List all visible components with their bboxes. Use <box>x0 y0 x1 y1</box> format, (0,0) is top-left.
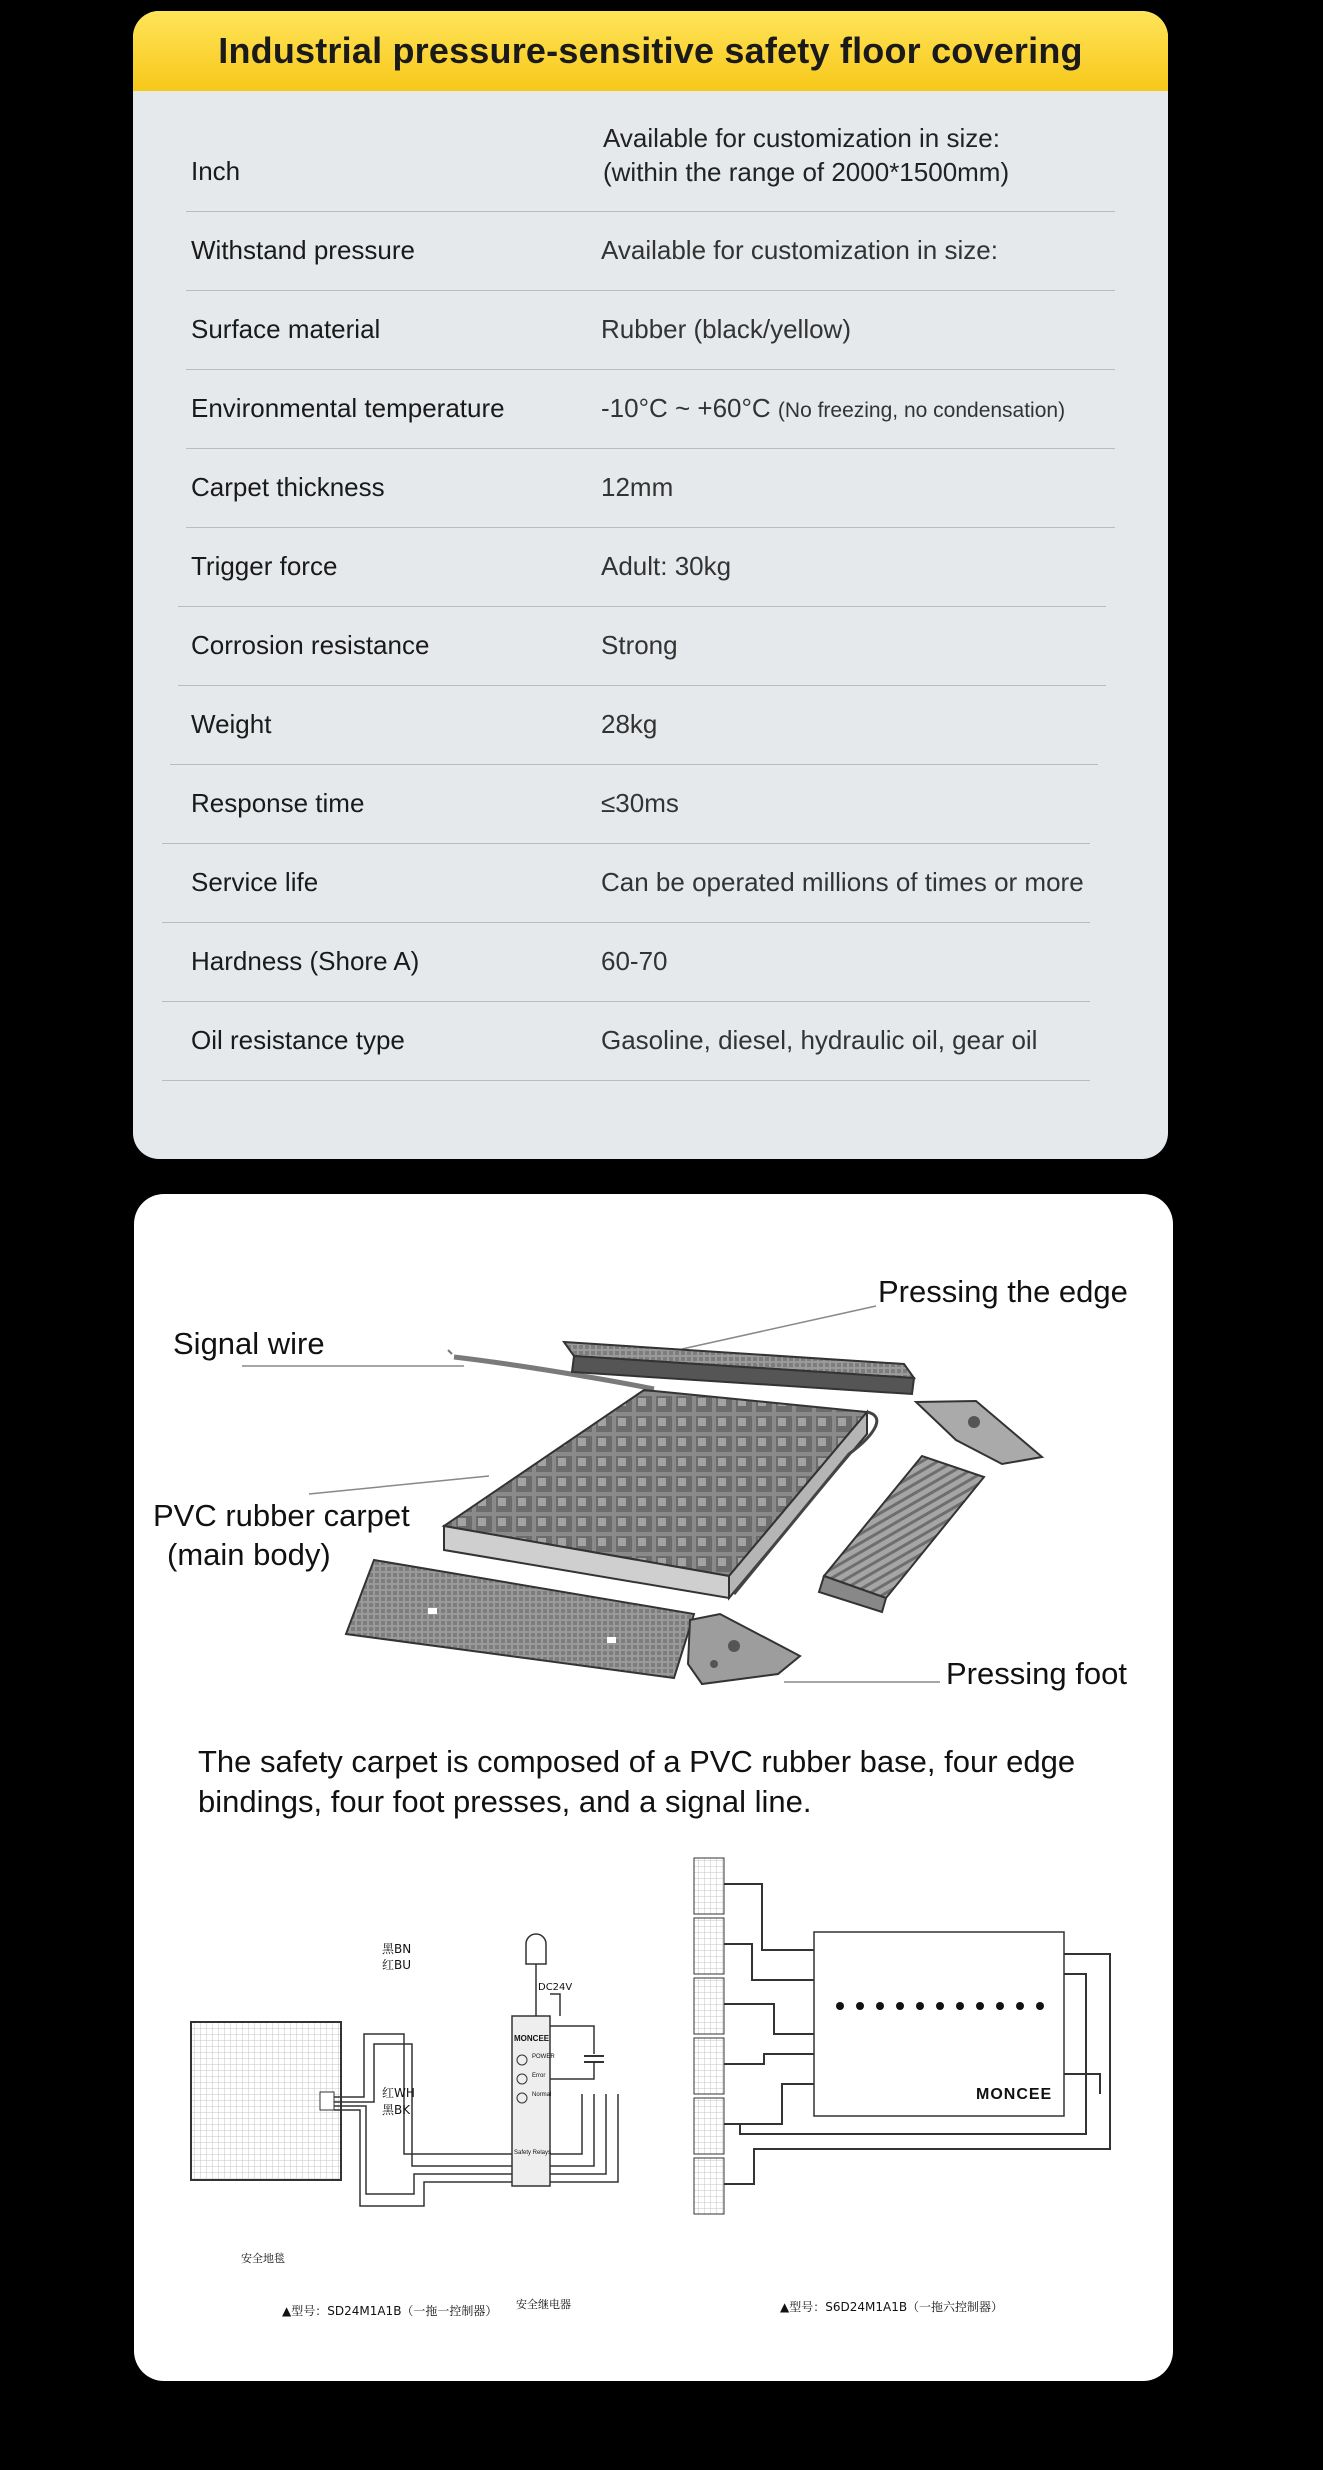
wire-label-bk: 黑BK <box>382 2103 411 2117</box>
signal-wire-end <box>448 1350 452 1354</box>
row-divider <box>186 527 1115 528</box>
foot-hole <box>710 1660 718 1668</box>
mat-outline <box>191 2022 341 2180</box>
row-value: Gasoline, diesel, hydraulic oil, gear oil <box>601 1025 1038 1055</box>
row-label: Hardness (Shore A) <box>191 946 420 976</box>
spec-card <box>133 11 1168 1159</box>
mat-segment <box>694 2038 724 2094</box>
row-divider <box>162 1001 1090 1002</box>
wire-label-bu: 红BU <box>382 1958 412 1972</box>
callout-carpet-line2: (main body) <box>167 1537 331 1572</box>
callout-foot: Pressing foot <box>946 1656 1127 1691</box>
row-value-2: (within the range of 2000*1500mm) <box>603 157 1010 187</box>
row-divider <box>178 685 1106 686</box>
foot-hole <box>728 1640 740 1652</box>
row-label: Inch <box>191 156 241 186</box>
row-value: Rubber (black/yellow) <box>601 314 851 344</box>
row-label: Withstand pressure <box>191 235 415 265</box>
relay-power-label: POWER <box>532 2054 555 2060</box>
row-divider <box>162 843 1090 844</box>
relay-normal-label: Normal <box>532 2092 552 2098</box>
corner-hole <box>968 1416 980 1428</box>
wire <box>724 2054 814 2064</box>
spec-header <box>133 11 1168 91</box>
wire <box>550 2062 594 2079</box>
row-divider <box>186 448 1115 449</box>
foot-piece <box>688 1614 800 1684</box>
row-value: Adult: 30kg <box>601 551 732 581</box>
row-label: Surface material <box>191 314 381 344</box>
mat-segment <box>694 1858 724 1914</box>
wire <box>334 2094 618 2206</box>
row-value: Can be operated millions of times or more <box>601 867 1084 897</box>
relay-error-label: Error <box>532 2073 546 2079</box>
wire <box>550 2026 594 2054</box>
relay-type-label: Safety Relays <box>514 2150 552 2156</box>
mat-connector <box>320 2092 334 2110</box>
controller-brand: MONCEE <box>976 2086 1053 2103</box>
corner-piece-top <box>916 1401 1042 1464</box>
wire <box>1064 2074 1100 2094</box>
wire <box>724 2004 814 2034</box>
components-caption: The safety carpet is composed of a PVC rubber base, four edge bindings, four foot presses, and a signal line. <box>198 1744 1076 1819</box>
row-label: Trigger force <box>191 551 338 581</box>
row-label: Weight <box>191 709 272 739</box>
row-value: 12mm <box>601 472 674 502</box>
row-label: Service life <box>191 867 319 897</box>
wiring-diagram-right <box>694 1858 1110 2214</box>
mat-segment <box>694 2158 724 2214</box>
spec-title: Industrial pressure-sensitive safety floor covering <box>218 30 1083 71</box>
row-value: 28kg <box>601 709 658 739</box>
row-divider <box>170 764 1098 765</box>
ramp-mark <box>607 1637 616 1643</box>
components-card <box>134 1194 1173 2381</box>
edge-leader <box>682 1306 876 1349</box>
row-label: Response time <box>191 788 365 818</box>
row-label: Corrosion resistance <box>191 630 430 660</box>
wire <box>550 1994 560 2016</box>
callout-carpet-line1: PVC rubber carpet <box>153 1498 410 1533</box>
wire-label-wh: 红WH <box>382 2086 415 2100</box>
temperature-range: -10°C ~ +60°C <box>601 393 771 423</box>
row-value: Strong <box>601 630 678 660</box>
row-label: Carpet thickness <box>191 472 385 502</box>
row-value: Available for customization in size: <box>601 235 998 265</box>
row-value: 60-70 <box>601 946 668 976</box>
row-divider <box>186 290 1115 291</box>
row-divider <box>186 211 1115 212</box>
mat-segment <box>694 1918 724 1974</box>
row-value: ≤30ms <box>601 788 679 818</box>
row-divider <box>186 369 1115 370</box>
wire <box>334 2044 594 2166</box>
relay-brand: MONCEE <box>514 2034 550 2043</box>
mat-label: 安全地毯 <box>241 2252 285 2265</box>
row-label: Oil resistance type <box>191 1025 405 1055</box>
row-divider <box>178 606 1106 607</box>
row-label: Environmental temperature <box>191 393 505 423</box>
side-ramp <box>824 1456 984 1598</box>
row-value: Available for customization in size: <box>603 123 1000 153</box>
wire <box>724 1884 814 1950</box>
dc-label: DC24V <box>538 1982 573 1993</box>
row-divider <box>162 922 1090 923</box>
wire-label-bn: 黑BN <box>382 1942 412 1956</box>
carpet-leader <box>309 1476 489 1494</box>
row-divider <box>162 1080 1090 1081</box>
callout-edge: Pressing the edge <box>878 1274 1128 1309</box>
row-value <box>601 393 1065 424</box>
mat-segment <box>694 2098 724 2154</box>
callout-signal-wire: Signal wire <box>173 1326 325 1361</box>
table-row <box>133 91 1168 211</box>
temperature-note: (No freezing, no condensation) <box>777 399 1066 422</box>
relay-label: 安全继电器 <box>516 2298 571 2311</box>
mat-segment <box>694 1978 724 2034</box>
ramp-mark <box>428 1608 437 1614</box>
lamp-icon <box>526 1934 546 1964</box>
wiring-diagram-left <box>191 1934 618 2206</box>
model-left: ▲型号：SD24M1A1B（一拖一控制器） <box>282 2304 498 2318</box>
wire <box>334 2094 606 2194</box>
model-right: ▲型号：S6D24M1A1B（一拖六控制器） <box>780 2300 1004 2314</box>
wire <box>724 2084 814 2124</box>
